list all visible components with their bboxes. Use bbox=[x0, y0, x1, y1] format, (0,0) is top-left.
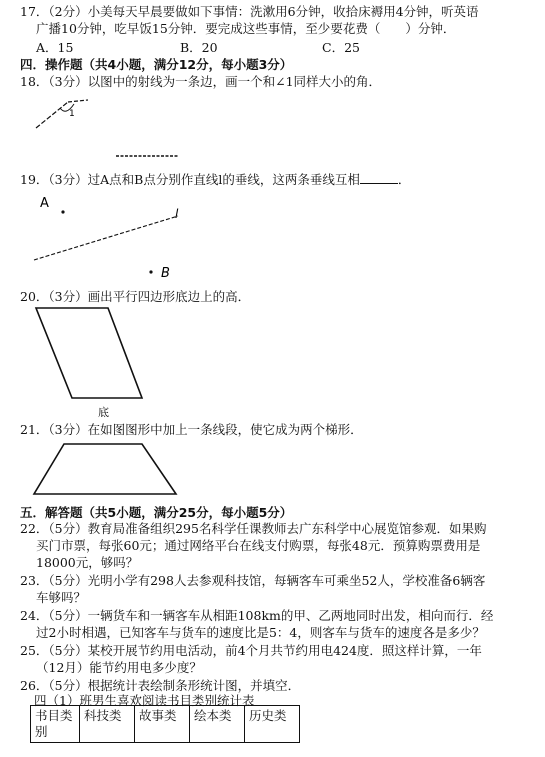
q24-line1: 24．（5分）一辆货车和一辆客车从相距108km的甲、乙两地同时出发，相向而行．经 bbox=[20, 608, 494, 623]
parallelogram bbox=[36, 308, 142, 398]
header-cell-science: 科技类 bbox=[80, 706, 135, 743]
q18-text: 18．（3分）以图中的射线为一条边，画一个和∠1同样大小的角． bbox=[20, 74, 382, 89]
base-label: 底 bbox=[98, 406, 109, 419]
line-l bbox=[34, 216, 178, 260]
header-cell-history: 历史类 bbox=[245, 706, 300, 743]
line-l-label: l bbox=[175, 207, 179, 221]
q22-line2: 买门市票，每张60元；通过网络平台在线支付购票，每张48元．预算购票费用是 bbox=[36, 538, 481, 553]
q19-text bbox=[20, 171, 410, 188]
q17-line2: 广播10分钟，吃早饭15分钟．要完成这些事情，至少要花费（ ）分钟． bbox=[36, 21, 456, 36]
q21-text: 21．（3分）在如图图形中加上一条线段，使它成为两个梯形． bbox=[20, 422, 363, 437]
q17-line1: 17．（2分）小美每天早晨要做如下事情：洗漱用6分钟，收拾床褥用4分钟，听英语 bbox=[20, 4, 479, 19]
q21-figure bbox=[30, 440, 180, 500]
header-cell-story: 故事类 bbox=[135, 706, 190, 743]
point-b-label: B bbox=[161, 266, 170, 281]
q17-option-c: C．25 bbox=[322, 40, 360, 55]
q18-figure bbox=[30, 90, 180, 162]
q25-line2: （12月）能节约用电多少度？ bbox=[36, 660, 202, 675]
q17-option-a: A．15 bbox=[36, 40, 74, 55]
angle-1-label: 1 bbox=[69, 109, 75, 119]
q22-line1: 22．（5分）教育局准备组织295名科学任课教师去广东科学中心展览馆参观．如果购 bbox=[20, 521, 487, 536]
q26-line1: 26．（5分）根据统计表绘制条形统计图，并填空． bbox=[20, 678, 301, 693]
point-a bbox=[61, 210, 64, 213]
trapezoid bbox=[34, 444, 176, 494]
q20-text: 20．（3分）画出平行四边形底边上的高． bbox=[20, 289, 251, 304]
q20-figure bbox=[30, 304, 150, 420]
stat-table-header-row bbox=[31, 706, 300, 743]
q23-line1: 23．（5分）光明小学有298人去参观科技馆，每辆客车可乘坐52人，学校准备6辆客 bbox=[20, 573, 486, 588]
stat-table-title: 四（1）班男生喜欢阅读书目类别统计表 bbox=[34, 693, 255, 708]
section-5-heading: 五．解答题（共5小题，满分25分，每小题5分） bbox=[20, 505, 293, 520]
stat-table bbox=[30, 705, 300, 743]
q24-line2: 过2小时相遇，已知客车与货车的速度比是5：4，则客车与货车的速度各是多少？ bbox=[36, 625, 485, 640]
q25-line1: 25．（5分）某校开展节约用电活动，前4个月共节约用电424度．照这样计算，一年 bbox=[20, 643, 482, 658]
point-a-label: A bbox=[40, 196, 49, 211]
q17-option-b: B．20 bbox=[180, 40, 218, 55]
header-cell-category: 书目类别 bbox=[31, 706, 80, 743]
angle-1-figure bbox=[36, 100, 88, 128]
q19-text-before: 19．（3分）过A点和B点分别作直线l的垂线，这两条垂线互相 bbox=[20, 172, 360, 187]
point-b bbox=[149, 270, 152, 273]
q19-figure bbox=[32, 190, 192, 282]
section-4-heading: 四．操作题（共4小题，满分12分，每小题3分） bbox=[20, 57, 293, 72]
q22-line3: 18000元，够吗？ bbox=[36, 555, 139, 570]
header-cell-picture-book: 绘本类 bbox=[190, 706, 245, 743]
q23-line2: 车够吗？ bbox=[36, 590, 87, 605]
q19-text-after: ． bbox=[397, 172, 411, 187]
q19-answer-blank bbox=[360, 171, 398, 184]
